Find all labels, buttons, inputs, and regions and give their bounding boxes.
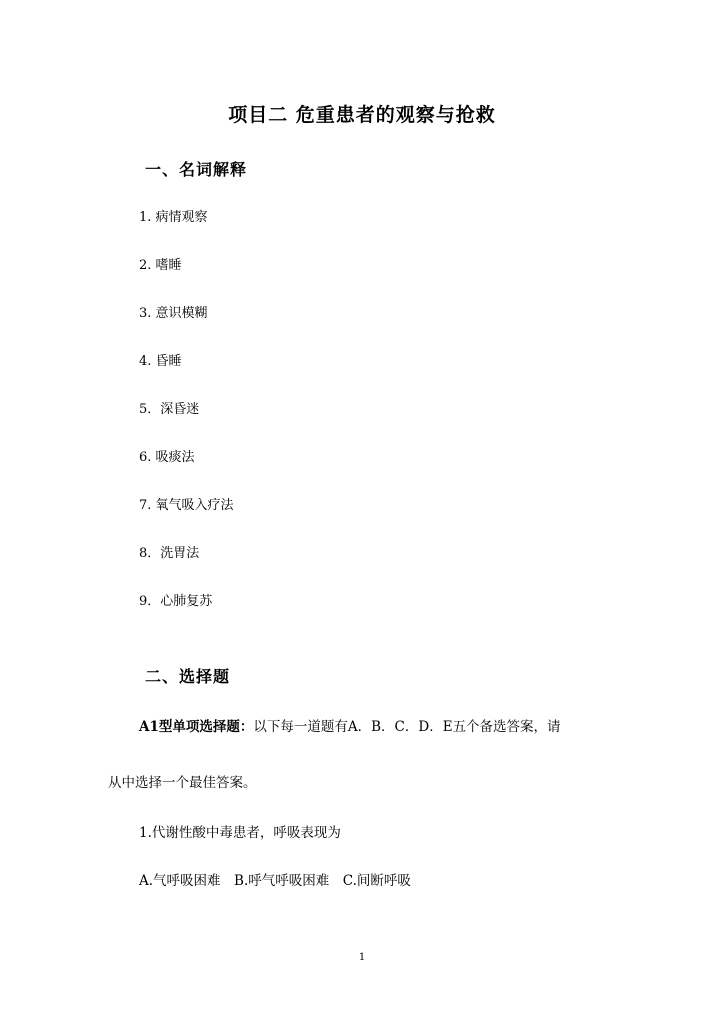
term-item: 2. 嗜睡 — [139, 258, 182, 273]
question-options: A.气呼吸困难 B.呼气呼吸困难 C.间断呼吸 — [139, 873, 411, 889]
instruction-continued: 从中选择一个最佳答案。 — [108, 775, 257, 791]
instruction-line — [139, 715, 561, 735]
term-item: 1. 病情观察 — [139, 210, 208, 225]
term-item: 3. 意识模糊 — [139, 306, 208, 321]
document-title: 项目二 危重患者的观察与抢救 — [228, 104, 496, 126]
term-item: 6. 吸痰法 — [139, 450, 195, 465]
instruction-text: 以下每一道题有A．B．C．D．E五个备选答案，请 — [253, 719, 561, 735]
term-item: 5．深昏迷 — [139, 402, 200, 417]
term-item: 9．心肺复苏 — [139, 594, 213, 609]
section-heading-definitions: 一、名词解释 — [145, 160, 248, 179]
instruction-label: A1型单项选择题： — [139, 719, 254, 735]
page-number: 1 — [358, 952, 366, 963]
term-item: 4. 昏睡 — [139, 354, 182, 369]
question-stem: 1.代谢性酸中毒患者，呼吸表现为 — [139, 825, 341, 841]
term-item: 7. 氧气吸入疗法 — [139, 498, 234, 513]
section-heading-choice: 二、选择题 — [145, 667, 231, 686]
term-item: 8．洗胃法 — [139, 546, 200, 561]
